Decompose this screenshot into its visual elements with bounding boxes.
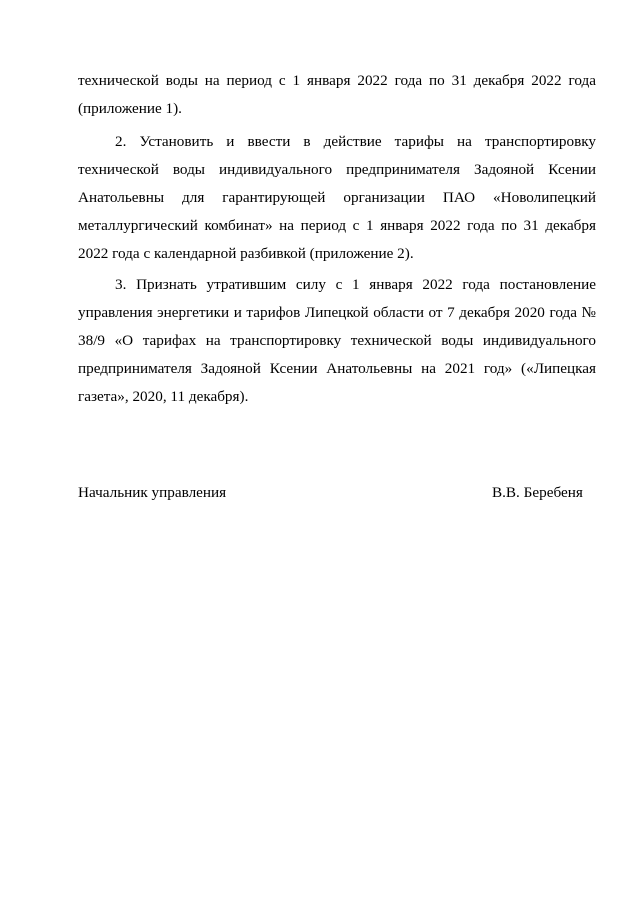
signatory-title: Начальник управления — [78, 484, 227, 501]
signatory-name: В.В. Беребеня — [492, 484, 583, 501]
paragraph-item-2 — [78, 128, 596, 268]
paragraph-3-text: 3. Признать утратившим силу с 1 января 2022 года постановление управления энергетики и тарифов Липецкой области от 7 декабря 2020 года № 38/9 «О тарифах на транспортировку технической воды индивидуального предпринимателя Задояной Ксении Анатольевны на 2021 год» («Липецкая газета», 2020, 11 декабря). — [78, 276, 596, 405]
paragraph-item-3 — [78, 271, 596, 411]
paragraph-1-text: технической воды на период с 1 января 2022 года по 31 декабря 2022 года (приложение 1). — [78, 72, 596, 117]
paragraph-continuation — [78, 67, 596, 123]
paragraph-2-text: 2. Установить и ввести в действие тарифы на транспортировку технической воды индивидуального предпринимателя Задояной Ксении Анатольевны для гарантирующей организации ПАО «Новолипецкий металлургический комбинат» на период с 1 января 2022 года по 31 декабря 2022 года с календарной разбивкой (приложение 2). — [78, 133, 596, 262]
